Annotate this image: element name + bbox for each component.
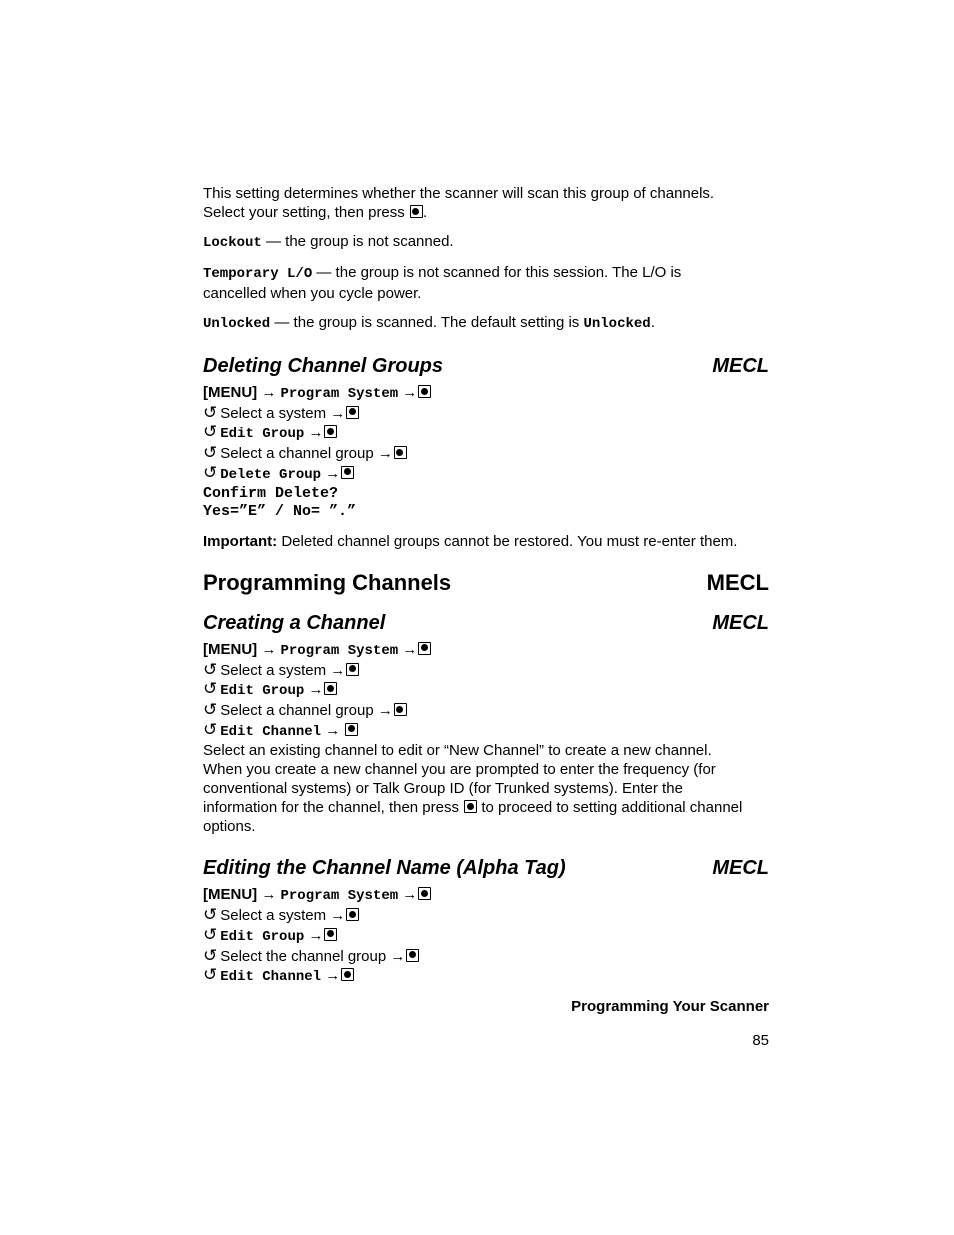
select-knob-icon: [394, 703, 407, 716]
select-knob-icon: [324, 425, 337, 438]
deleting-title: Deleting Channel Groups: [203, 355, 444, 377]
creating-mode: MECL: [712, 611, 769, 634]
intro-line-2-text: Select your setting, then press: [203, 204, 405, 221]
creating-desc-1: Select an existing channel to edit or “New Channel” to create a new channel.: [203, 742, 712, 760]
delete-group: Delete Group: [220, 466, 322, 483]
select-knob-icon: [341, 968, 354, 981]
rotate-icon: ↺: [203, 422, 218, 442]
important-note: [203, 532, 769, 551]
deleting-heading: [203, 354, 769, 378]
arrow-icon: →: [308, 681, 324, 699]
creating-steps: [203, 641, 769, 742]
lockout-term: Lockout: [203, 235, 262, 251]
select-system: Select a system: [220, 404, 327, 422]
programming-mode: MECL: [706, 569, 769, 595]
arrow-icon: →: [402, 640, 418, 658]
intro-line-2: Select your setting, then press .: [203, 204, 428, 221]
step-edit-group: [203, 680, 769, 701]
arrow-icon: →: [390, 947, 406, 965]
temporary-desc-2: cancelled when you cycle power.: [203, 285, 422, 302]
select-knob-icon: [341, 466, 354, 479]
select-group: Select the channel group: [220, 947, 387, 965]
editing-heading: [203, 856, 769, 880]
step-menu: [203, 886, 769, 906]
arrow-icon: →: [330, 907, 346, 925]
intro-line-1: This setting determines whether the scanner will scan this group of channels.: [203, 185, 715, 202]
menu-key: [MENU]: [203, 886, 258, 904]
editing-title: Editing the Channel Name (Alpha Tag): [203, 857, 566, 880]
programming-heading: [203, 570, 769, 596]
unlocked-desc: — the group is scanned. The default setting is: [270, 314, 584, 331]
rotate-icon: ↺: [203, 462, 218, 482]
arrow-icon: →: [261, 384, 277, 401]
rotate-icon: ↺: [203, 965, 218, 985]
edit-group: Edit Group: [220, 426, 305, 443]
step-select-system: [203, 906, 769, 926]
select-knob-icon: [418, 887, 431, 900]
select-knob-icon: [410, 205, 423, 218]
select-knob-icon: [406, 949, 419, 962]
select-group: Select a channel group: [220, 445, 374, 463]
arrow-icon: →: [325, 967, 341, 985]
select-knob-icon: [346, 406, 359, 419]
select-knob-icon: [324, 682, 337, 695]
arrow-icon: →: [402, 886, 418, 904]
program-system: Program System: [280, 642, 399, 659]
rotate-icon: ↺: [203, 719, 218, 739]
creating-desc-3: conventional systems) or Talk Group ID (for Trunked systems). Enter the: [203, 780, 683, 798]
editing-steps: [203, 886, 769, 987]
creating-title: Creating a Channel: [203, 611, 386, 634]
rotate-icon: ↺: [203, 700, 218, 720]
unlocked-term-2: Unlocked: [583, 316, 651, 332]
important-label: Important:: [203, 532, 278, 550]
confirm-delete: Confirm Delete?: [203, 484, 339, 502]
temporary-desc: — the group is not scanned for this session. The L/O is: [312, 264, 682, 281]
arrow-icon: →: [402, 384, 418, 401]
programming-title: Programming Channels: [203, 569, 452, 595]
arrow-icon: →: [325, 464, 341, 482]
step-edit-channel: [203, 966, 769, 987]
unlocked-period: .: [650, 314, 655, 331]
select-knob-icon: [346, 908, 359, 921]
step-select-group: [203, 947, 769, 967]
step-select-system: [203, 404, 769, 424]
temporary-term: Temporary L/O: [203, 266, 313, 282]
rotate-icon: ↺: [203, 679, 218, 699]
select-system: Select a system: [220, 661, 327, 679]
rotate-icon: ↺: [203, 945, 218, 965]
edit-group: Edit Group: [220, 683, 305, 700]
select-system: Select a system: [220, 907, 327, 925]
arrow-icon: →: [261, 886, 277, 904]
deleting-mode: MECL: [712, 355, 769, 377]
arrow-icon: →: [330, 404, 346, 422]
select-knob-icon: [345, 723, 358, 736]
arrow-icon: →: [325, 721, 341, 739]
arrow-icon: →: [308, 424, 324, 442]
step-edit-group: [203, 926, 769, 947]
step-select-system: [203, 661, 769, 681]
arrow-icon: →: [377, 445, 393, 463]
select-knob-icon: [324, 928, 337, 941]
page-number: 85: [752, 1032, 769, 1049]
arrow-icon: →: [308, 926, 324, 944]
step-menu: [203, 641, 769, 661]
edit-group: Edit Group: [220, 928, 305, 945]
step-delete-group: [203, 464, 769, 485]
arrow-icon: →: [377, 702, 393, 720]
yes-no-prompt: Yes=”E” / No= ”.”: [203, 503, 357, 521]
creating-heading: [203, 611, 769, 635]
edit-channel: Edit Channel: [220, 969, 322, 986]
menu-key: [MENU]: [203, 640, 258, 658]
select-knob-icon: [346, 663, 359, 676]
step-menu: [203, 384, 769, 404]
creating-desc-4a: information for the channel, then press: [203, 799, 459, 817]
creating-desc-2: When you create a new channel you are prompted to enter the frequency (for: [203, 761, 716, 779]
program-system: Program System: [280, 386, 399, 402]
creating-desc-4b: to proceed to setting additional channel: [477, 799, 743, 817]
step-edit-channel: [203, 721, 769, 742]
select-knob-icon: [418, 642, 431, 655]
step-edit-group: [203, 423, 769, 444]
arrow-icon: →: [261, 640, 277, 658]
important-text: Deleted channel groups cannot be restored. You must re-enter them.: [277, 532, 738, 550]
rotate-icon: ↺: [203, 905, 218, 925]
rotate-icon: ↺: [203, 402, 218, 422]
option-unlocked: [203, 313, 769, 334]
deleting-steps: [203, 384, 769, 522]
edit-channel: Edit Channel: [220, 723, 322, 740]
arrow-icon: →: [330, 661, 346, 679]
rotate-icon: ↺: [203, 659, 218, 679]
unlocked-term: Unlocked: [203, 316, 271, 332]
step-select-group: [203, 701, 769, 721]
option-lockout: [203, 232, 769, 253]
menu-key: [MENU]: [203, 384, 258, 401]
editing-mode: MECL: [712, 857, 769, 880]
creating-desc-5: options.: [203, 818, 256, 836]
creating-desc-4: [203, 798, 769, 817]
rotate-icon: ↺: [203, 443, 218, 463]
option-temporary: [203, 263, 769, 284]
lockout-desc: — the group is not scanned.: [261, 233, 454, 250]
page-content: [203, 184, 769, 987]
step-select-group: [203, 444, 769, 464]
select-group: Select a channel group: [220, 702, 374, 720]
rotate-icon: ↺: [203, 924, 218, 944]
program-system: Program System: [280, 888, 399, 905]
footer-section-title: Programming Your Scanner: [571, 998, 769, 1015]
select-knob-icon: [464, 800, 477, 813]
select-knob-icon: [418, 385, 431, 398]
select-knob-icon: [394, 446, 407, 459]
